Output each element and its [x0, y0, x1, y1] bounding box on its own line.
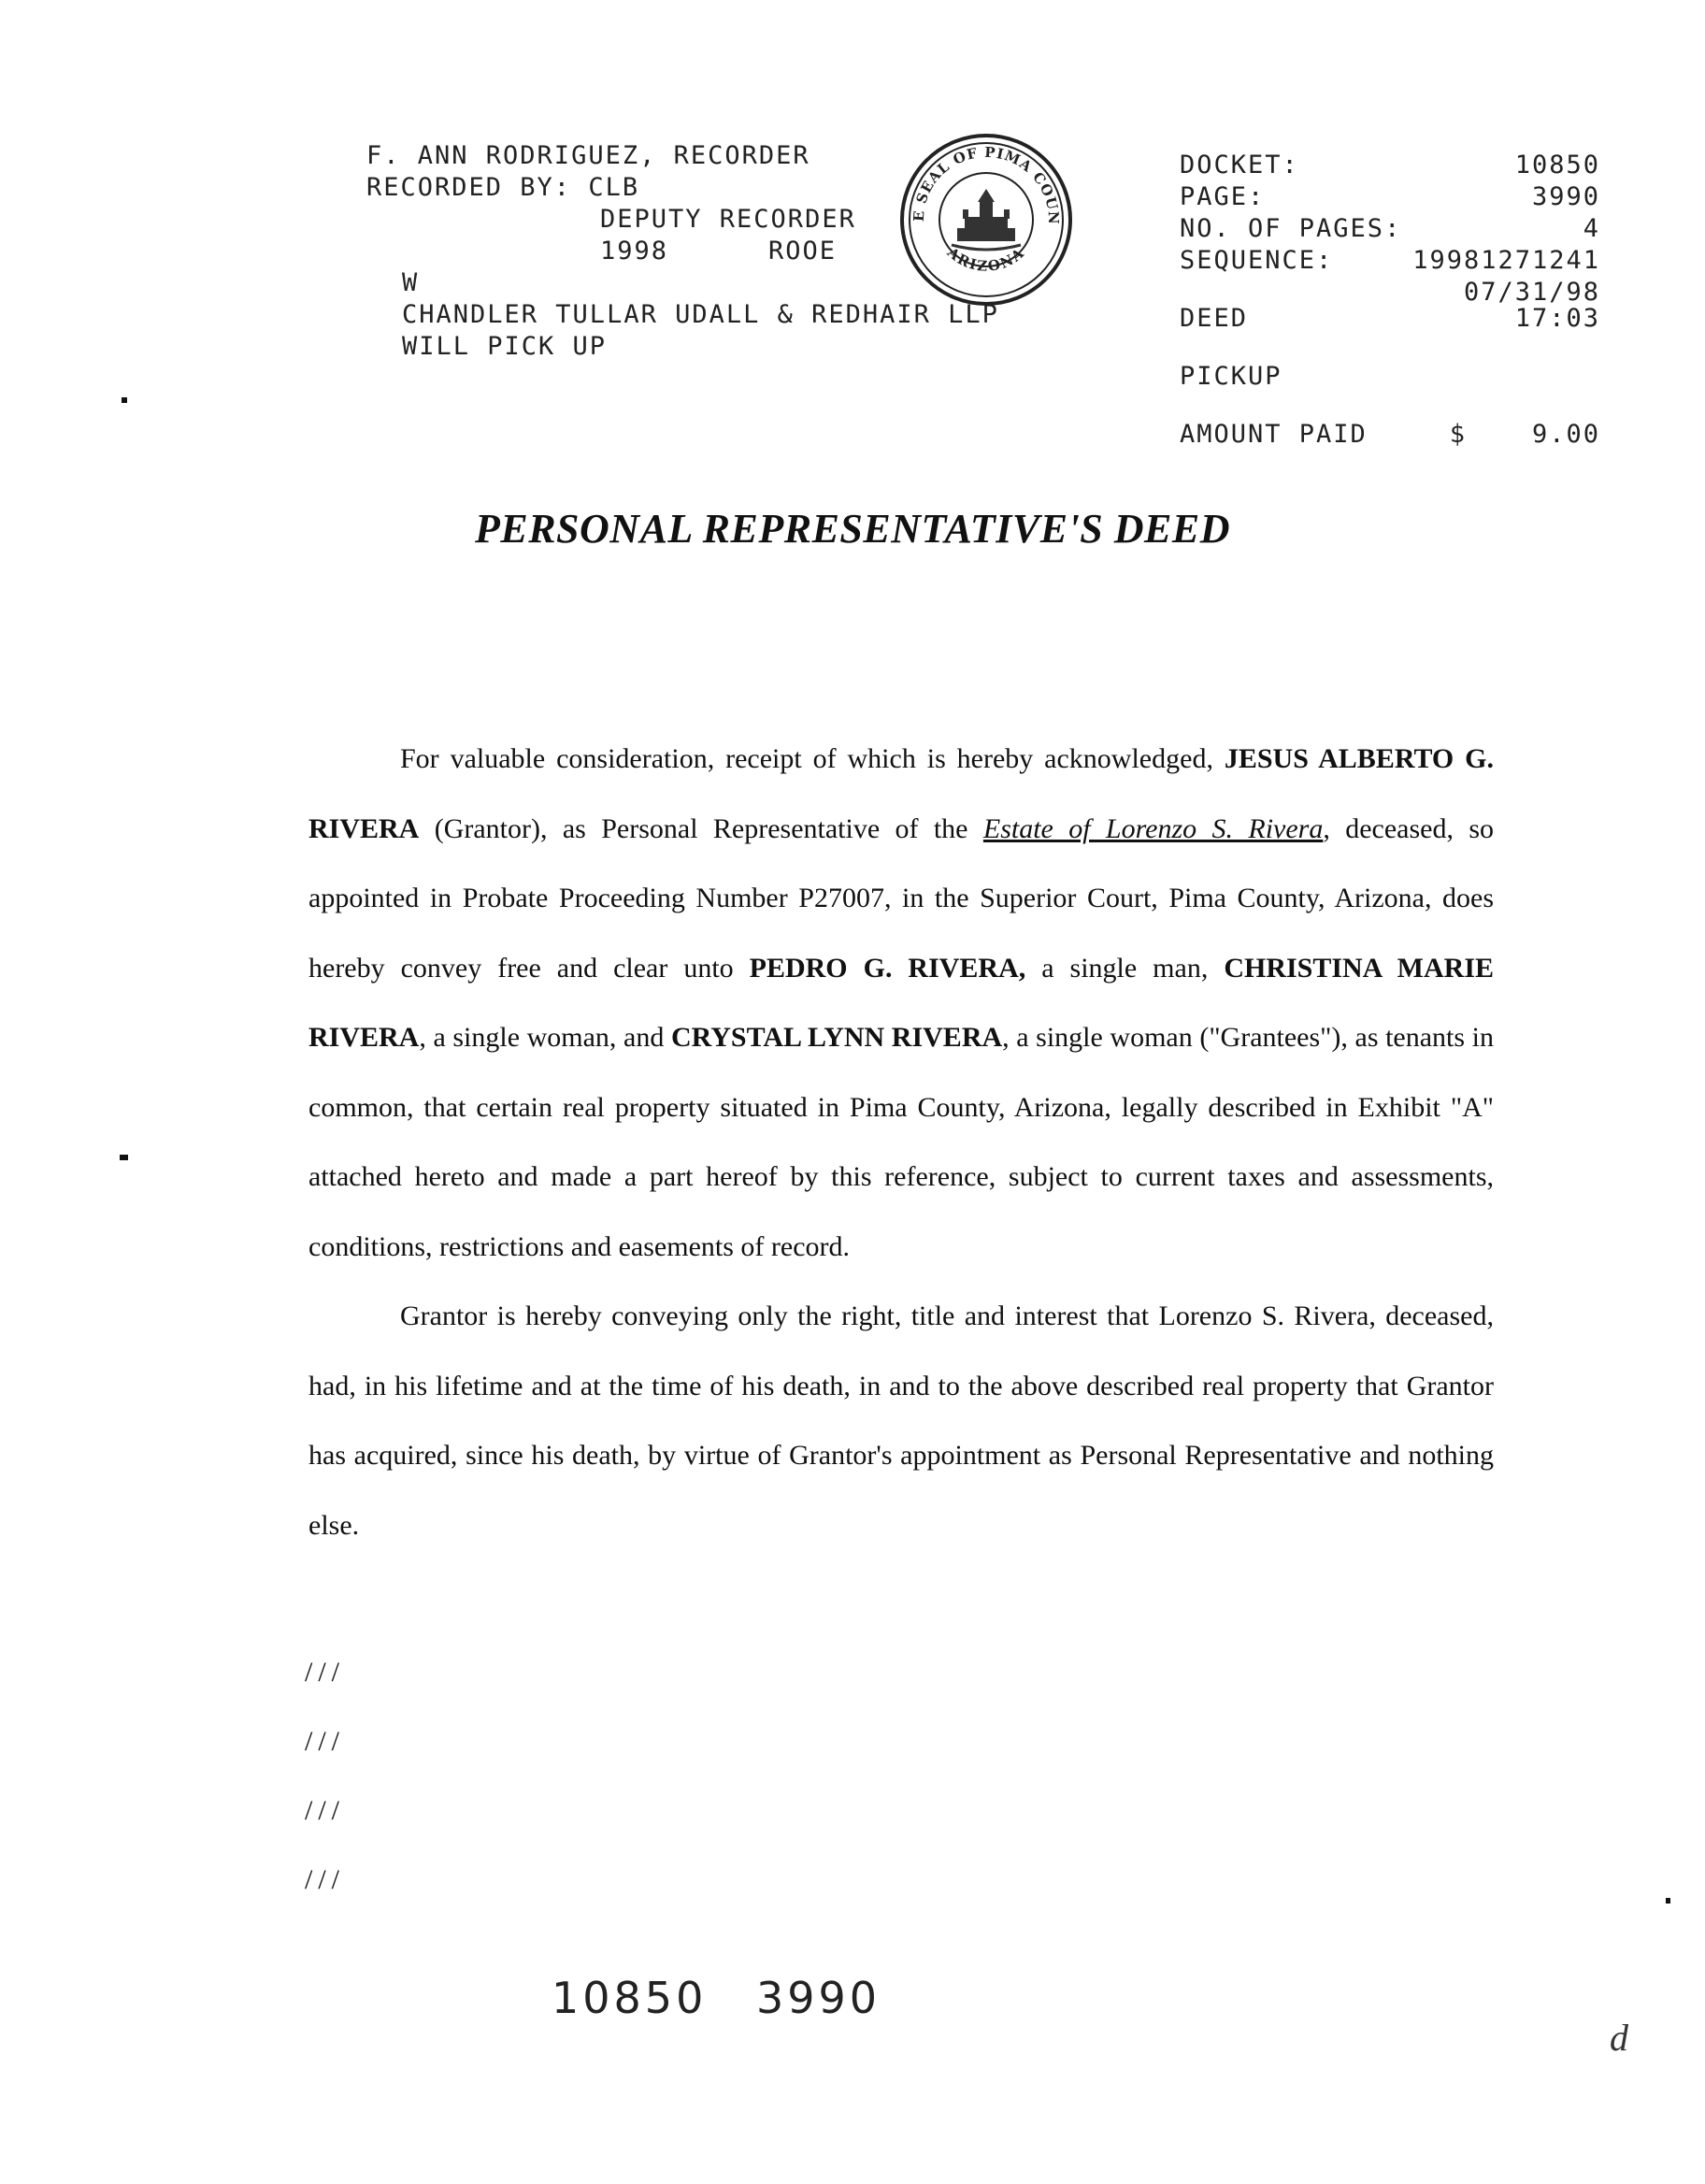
sequence-row [1180, 245, 1600, 277]
pickup-label: PICKUP [1180, 362, 1282, 391]
grantee-2: CHRISTINA MARIE RIVERA [308, 952, 1494, 1053]
amount-value: 9.00 [1531, 420, 1600, 449]
p1-text-f: , a single woman ("Grantees"), as tenants in common, that certain real property situated in Pima County, Arizona, legally described in Exhibit "A" attached hereto and made a part hereof by this reference, subject to current taxes and assessments, conditions, restrictions and easements of record. [308, 1022, 1494, 1262]
return-to-firm: CHANDLER TULLAR UDALL & REDHAIR LLP [402, 300, 999, 329]
grantor-name: JESUS ALBERTO G. RIVERA [308, 743, 1494, 844]
county-seal [897, 131, 1075, 309]
footer-docket-page [552, 1973, 881, 2023]
amount-row [1180, 419, 1600, 451]
sequence-value: 19981271241 [1412, 246, 1600, 275]
amount-label: AMOUNT PAID [1180, 420, 1368, 449]
page-label: PAGE: [1180, 182, 1266, 211]
margin-speck [122, 397, 127, 403]
recorded-time: 17:03 [1514, 304, 1600, 333]
estate-name: Estate of Lorenzo S. Rivera [982, 812, 1324, 844]
record-year: 1998 [600, 237, 669, 266]
seal-icon [897, 131, 1075, 309]
paragraph-limitation: Grantor is hereby conveying only the right, title and interest that Lorenzo S. Rivera, deceased, had, in his lifetime and at the time of his death, in and to the above described real property that Grantor has acquired, since his death, by virtue of Grantor's appointment as Personal Representative and nothing else. [308, 1300, 1494, 1541]
p1-text-a: For valuable consideration, receipt of which is hereby acknowledged, [400, 743, 1225, 774]
recorder-name: F. ANN RODRIGUEZ, RECORDER [366, 141, 810, 170]
page-row [1180, 181, 1600, 213]
footer-page-number: 3990 [755, 1973, 881, 2023]
type-row [1180, 303, 1600, 335]
recorded-date: 07/31/98 [1463, 278, 1600, 307]
document-type: DEED [1180, 304, 1249, 333]
grantee-3: CRYSTAL LYNN RIVERA [670, 1022, 1003, 1053]
docket-value: 10850 [1514, 151, 1600, 180]
deed-body [308, 725, 1494, 1560]
pages-label: NO. OF PAGES: [1180, 214, 1402, 243]
docket-label: DOCKET: [1180, 151, 1299, 180]
footer-docket-number: 10850 [552, 1973, 708, 2023]
svg-text:ARIZONA [943, 243, 1028, 275]
slash-mark: /// [305, 1726, 346, 1757]
slash-mark: /// [305, 1657, 346, 1688]
page-value: 3990 [1531, 182, 1600, 211]
paragraph-conveyance [308, 725, 1494, 1282]
grantee-1: PEDRO G. RIVERA, [749, 952, 1026, 984]
recorded-by: RECORDED BY: CLB [366, 173, 640, 202]
handwritten-initials: d [1610, 2017, 1628, 2059]
p1-text-e: , a single woman, and [419, 1022, 671, 1053]
will-pick-up: WILL PICK UP [402, 332, 608, 361]
seal-text-top: E SEAL OF PIMA COUN [910, 143, 1063, 225]
pickup-row [1180, 361, 1600, 393]
p1-text-d: a single man, [1025, 952, 1225, 984]
docket-row [1180, 150, 1600, 181]
document-title: PERSONAL REPRESENTATIVE'S DEED [474, 506, 1231, 552]
margin-speck [1666, 1898, 1670, 1904]
record-mark: W [402, 268, 420, 297]
slash-mark: /// [305, 1864, 346, 1895]
p1-text-c: , deceased, so appointed in Probate Proceeding Number P27007, in the Superior Court, Pima County, Arizona, does hereby convey free and clear unto [308, 812, 1494, 984]
pages-value: 4 [1583, 214, 1600, 243]
slash-mark: /// [305, 1795, 346, 1826]
deputy-recorder: DEPUTY RECORDER [600, 205, 856, 234]
pages-row [1180, 213, 1600, 245]
sequence-label: SEQUENCE: [1180, 246, 1334, 275]
record-code: ROOE [768, 237, 838, 266]
p1-text-b: (Grantor), as Personal Representative of the [419, 812, 983, 844]
docket-block [1180, 150, 1600, 451]
margin-speck [120, 1155, 128, 1160]
date-row [1180, 277, 1600, 307]
continuation-marks [305, 1638, 345, 1915]
seal-text-bottom: ARIZONA [943, 243, 1029, 275]
amount-currency: $ [1449, 420, 1467, 449]
